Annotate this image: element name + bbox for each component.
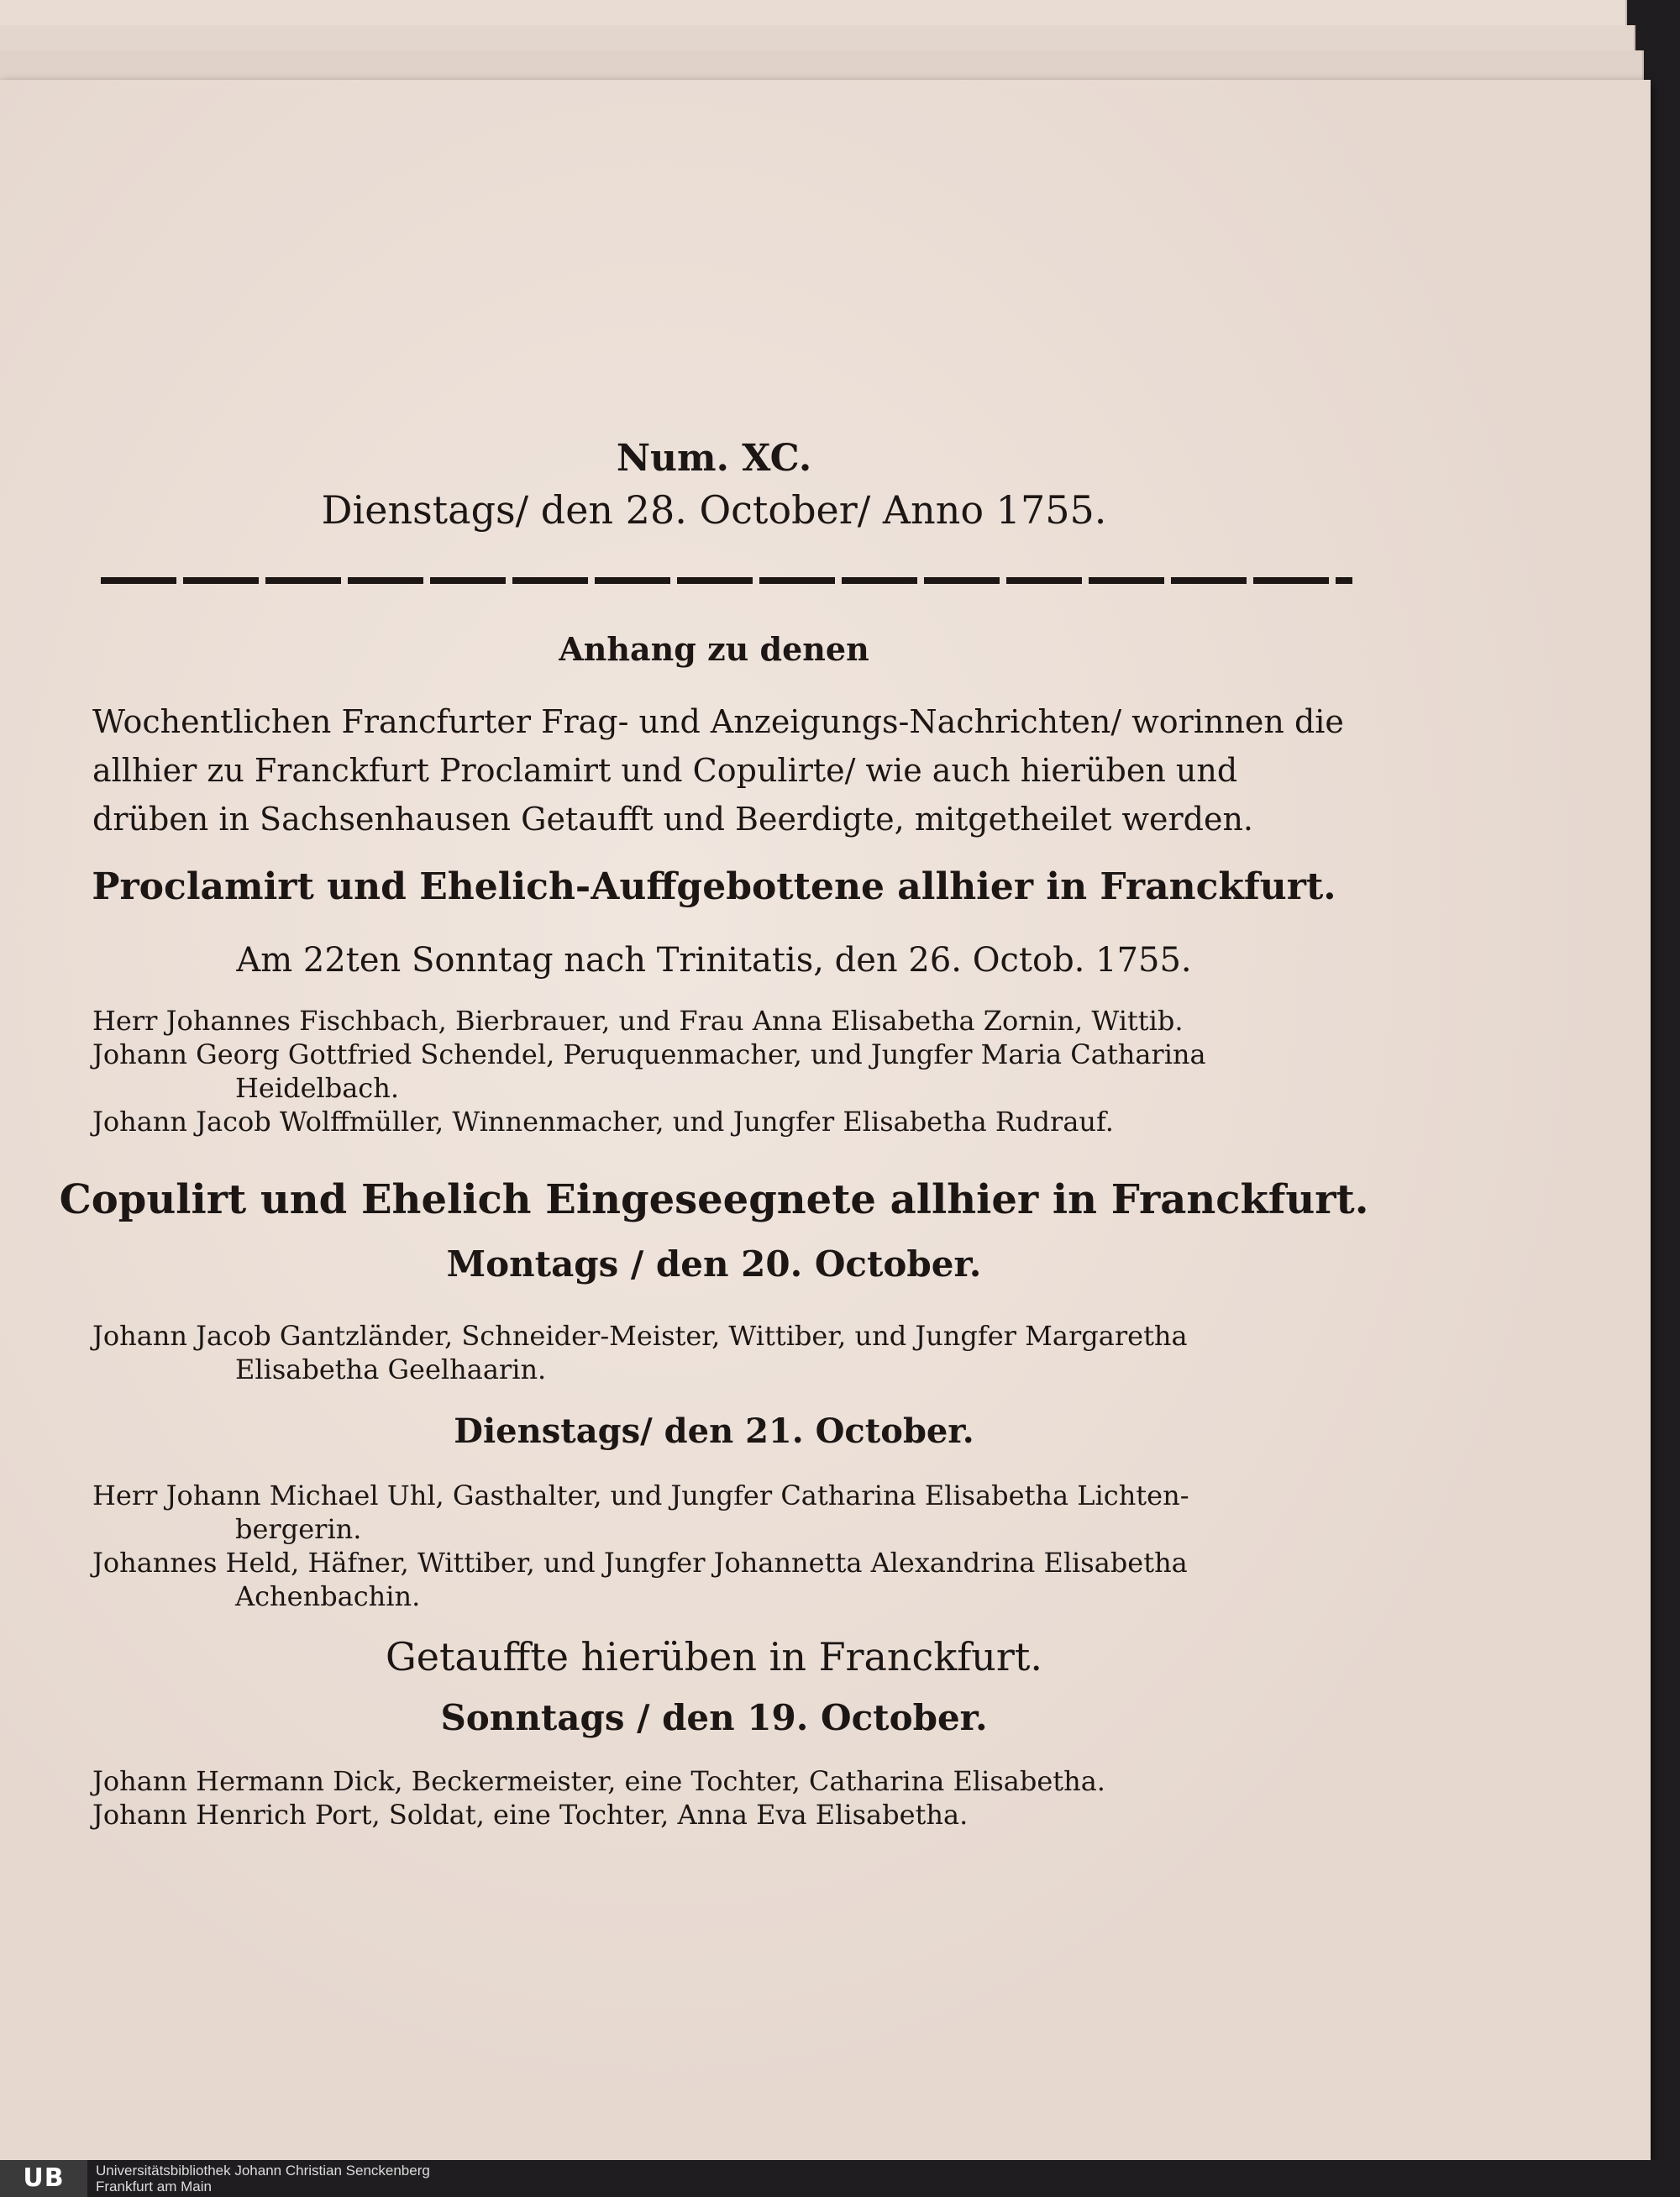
day-heading: Montags / den 20. October. — [446, 1243, 982, 1285]
list-item: Heidelbach. — [235, 1072, 399, 1104]
footer-bar — [0, 2160, 1680, 2197]
issue-number: Num. XC. — [616, 437, 812, 480]
library-logo: UB — [0, 2160, 87, 2197]
list-item: Johann Jacob Gantzländer, Schneider-Meister, Wittiber, und Jungfer Margaretha — [92, 1320, 1188, 1352]
list-item: Johannes Held, Häfner, Wittiber, und Jungfer Johannetta Alexandrina Elisabetha — [92, 1547, 1188, 1579]
divider-rule — [101, 577, 1352, 584]
list-item: Elisabetha Geelhaarin. — [235, 1353, 547, 1385]
list-item: Herr Johann Michael Uhl, Gasthalter, und Jungfer Catharina Elisabetha Lichten- — [92, 1480, 1189, 1511]
library-name — [96, 2163, 430, 2194]
day-heading: Dienstags/ den 21. October. — [454, 1411, 974, 1451]
intro-paragraph: Wochentlichen Francfurter Frag- und Anzeigungs-Nachrichten/ worinnen die allhier zu Franckfurt Proclamirt und Copulirte/ wie auch hierüben und drüben in Sachsenhausen Getaufft und Beerdigte, mitgetheilet werden. — [92, 703, 1344, 838]
list-item: bergerin. — [235, 1513, 362, 1545]
library-location-line: Frankfurt am Main — [96, 2179, 212, 2194]
entry-list — [92, 1004, 1361, 1138]
list-item: Johann Henrich Port, Soldat, eine Tochter, Anna Eva Elisabetha. — [92, 1799, 969, 1831]
day-heading: Sonntags / den 19. October. — [440, 1697, 988, 1738]
document-page — [0, 80, 1651, 2172]
appendix-title: Anhang zu denen — [559, 630, 869, 668]
section-heading-proclamirt: Proclamirt und Ehelich-Auffgebottene allhier in Franckfurt. — [92, 865, 1336, 908]
list-item: Herr Johannes Fischbach, Bierbrauer, und Frau Anna Elisabetha Zornin, Wittib. — [92, 1005, 1184, 1037]
list-item: Achenbachin. — [235, 1580, 421, 1612]
library-name-line: Universitätsbibliothek Johann Christian Senckenberg — [96, 2163, 430, 2179]
list-item: Johann Hermann Dick, Beckermeister, eine Tochter, Catharina Elisabetha. — [92, 1765, 1105, 1797]
entry-list — [92, 1319, 1361, 1386]
section-subheading: Am 22ten Sonntag nach Trinitatis, den 26. Octob. 1755. — [236, 941, 1192, 980]
entry-list — [92, 1764, 1361, 1832]
entry-list — [92, 1479, 1361, 1613]
list-item: Johann Georg Gottfried Schendel, Peruquenmacher, und Jungfer Maria Catharina — [92, 1038, 1206, 1070]
issue-date: Dienstags/ den 28. October/ Anno 1755. — [321, 487, 1107, 533]
section-heading-getauffte: Getauffte hierüben in Franckfurt. — [386, 1634, 1042, 1679]
section-heading-copulirt: Copulirt und Ehelich Eingeseegnete allhier in Franckfurt. — [59, 1176, 1369, 1223]
list-item: Johann Jacob Wolffmüller, Winnenmacher, und Jungfer Elisabetha Rudrauf. — [92, 1106, 1114, 1138]
